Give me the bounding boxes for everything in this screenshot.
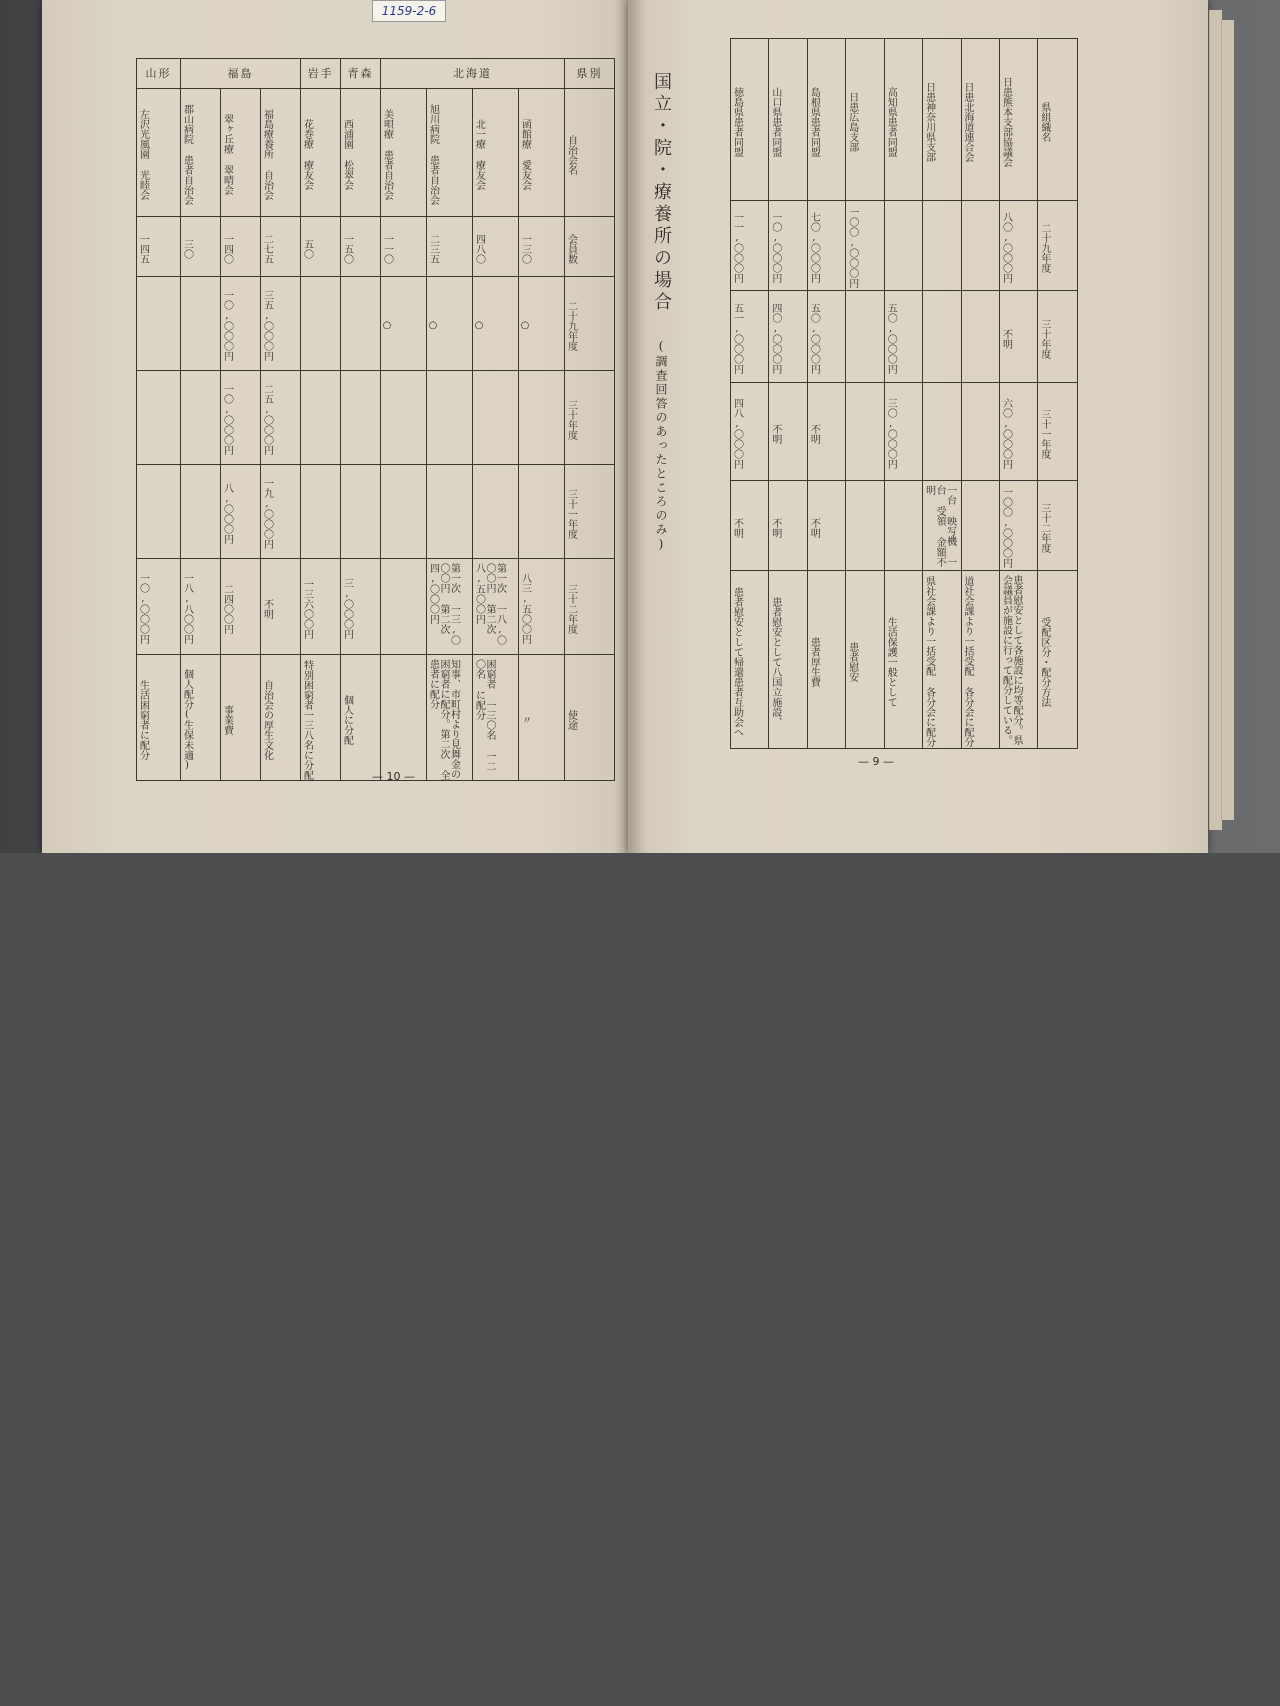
left-cell-members-text: 一五〇 xyxy=(341,233,353,264)
left-row-label-text: 会員数 xyxy=(565,233,577,264)
right-cell-y29 xyxy=(807,201,845,291)
right-row-label-text: 三十二年度 xyxy=(1038,502,1050,553)
left-cell-y32 xyxy=(381,559,427,655)
left-cell-y32-text: 一〇,〇〇〇円 xyxy=(137,573,149,644)
left-cell-members-text: 四八〇 xyxy=(473,233,485,264)
right-cell-y30 xyxy=(807,291,845,383)
left-cell-use xyxy=(261,655,301,781)
left-cell-y30 xyxy=(137,371,181,465)
right-table xyxy=(730,38,1078,749)
left-cell-members-text: 二三五 xyxy=(427,233,439,264)
left-cell-members xyxy=(519,217,565,277)
right-cell-y31 xyxy=(731,383,769,481)
right-cell-y32 xyxy=(731,481,769,571)
catalog-stamp: 1159-2-6 xyxy=(372,0,446,22)
left-cell-use-text: 事業費 xyxy=(221,704,233,735)
right-cell-y31 xyxy=(999,383,1037,481)
right-cell-use-text: 患者慰安として八国立施設、 xyxy=(769,596,781,727)
region-fukushima: 福島 xyxy=(181,59,301,89)
right-row-label xyxy=(1038,39,1078,201)
left-cell-y32 xyxy=(427,559,473,655)
left-cell-y32-text: 不明 xyxy=(261,598,273,619)
left-cell-y29 xyxy=(301,277,341,371)
right-cell-use xyxy=(846,571,884,749)
left-cell-members xyxy=(181,217,221,277)
left-row-name xyxy=(137,89,615,217)
right-cell-y32 xyxy=(923,481,961,571)
left-cell-use xyxy=(427,655,473,781)
left-cell-y32-text: 第一次 一八,〇〇〇円 第二次 八,五〇〇円 xyxy=(473,563,506,645)
right-cell-y30-text: 五〇,〇〇〇円 xyxy=(885,303,897,374)
right-cell-name xyxy=(884,39,922,201)
right-cell-y32 xyxy=(807,481,845,571)
right-cell-name xyxy=(807,39,845,201)
left-cell-y29-text: 一〇,〇〇〇円 xyxy=(221,290,233,361)
left-cell-y30-text: 一〇,〇〇〇円 xyxy=(221,384,233,455)
right-cell-name-text: 日患広島支部 xyxy=(846,91,858,152)
left-cell-y32 xyxy=(301,559,341,655)
left-cell-y29-text: ○ xyxy=(381,320,393,331)
right-cell-name-text: 徳島県患者同盟 xyxy=(731,86,743,157)
left-cell-members xyxy=(381,217,427,277)
left-row-y29 xyxy=(137,277,615,371)
right-cell-y31 xyxy=(923,383,961,481)
left-row-label xyxy=(565,277,615,371)
title-sub: (調査回答のあったところのみ) xyxy=(654,339,668,553)
left-cell-name xyxy=(301,89,341,217)
left-cell-y30 xyxy=(181,371,221,465)
left-row-y32 xyxy=(137,559,615,655)
right-cell-y30 xyxy=(846,291,884,383)
right-cell-y29 xyxy=(961,201,999,291)
left-row-label-text: 使途 xyxy=(565,709,577,730)
left-cell-y29 xyxy=(341,277,381,371)
left-cell-use-text: 知事、市町村より見舞金の困窮者に配分。第二次 全患者に配分 xyxy=(427,659,460,780)
right-cell-y30-text: 五〇,〇〇〇円 xyxy=(808,303,820,374)
left-row-y31 xyxy=(137,465,615,559)
left-cell-name xyxy=(341,89,381,217)
left-cell-y31 xyxy=(181,465,221,559)
right-cell-y29-text: 七〇,〇〇〇円 xyxy=(808,212,820,283)
right-cell-y32 xyxy=(961,481,999,571)
right-row-name xyxy=(731,39,1078,201)
right-cell-y32-text: 不明 xyxy=(769,517,781,538)
right-row-label-text: 三十一年度 xyxy=(1038,408,1050,459)
left-cell-use xyxy=(519,655,565,781)
right-cell-y32 xyxy=(846,481,884,571)
right-cell-use-text: 患者慰安として各施設に均等配分。県会議員が施設に行って配分している。 xyxy=(1000,575,1022,745)
right-cell-y29-text: 一〇,〇〇〇円 xyxy=(769,212,781,283)
left-cell-members-text: 一一〇 xyxy=(381,233,393,264)
right-cell-y30 xyxy=(999,291,1037,383)
left-cell-name-text: 福島療養所 自治会 xyxy=(261,109,273,200)
left-cell-use-text: 個人に分配 xyxy=(341,694,353,745)
right-cell-use-text: 患者慰安として帰還患者互助会へ xyxy=(731,586,743,737)
left-cell-members xyxy=(261,217,301,277)
left-row-y30 xyxy=(137,371,615,465)
page-number-left: — 10 — xyxy=(372,770,415,783)
left-cell-y32 xyxy=(137,559,181,655)
left-cell-y32 xyxy=(519,559,565,655)
right-cell-y29 xyxy=(846,201,884,291)
right-cell-y32 xyxy=(999,481,1037,571)
left-cell-members xyxy=(473,217,519,277)
right-cell-name-text: 日患北海道連合会 xyxy=(962,81,974,162)
left-cell-y29 xyxy=(181,277,221,371)
left-cell-use-text: 個人配分(生保未適) xyxy=(181,668,193,771)
right-cell-y29-text: 一一,〇〇〇円 xyxy=(731,212,743,283)
region-yamagata: 山形 xyxy=(137,59,181,89)
left-cell-y30 xyxy=(381,371,427,465)
left-row-members xyxy=(137,217,615,277)
left-cell-name-text: 西浦園 松翠会 xyxy=(341,119,353,190)
left-cell-y31 xyxy=(137,465,181,559)
left-cell-y30 xyxy=(473,371,519,465)
left-cell-y32 xyxy=(473,559,519,655)
left-cell-y31-text: 一九,〇〇〇円 xyxy=(261,478,273,549)
region-aomori: 青森 xyxy=(341,59,381,89)
left-cell-y29-text: ○ xyxy=(473,320,485,331)
right-cell-y30 xyxy=(731,291,769,383)
right-cell-name xyxy=(846,39,884,201)
left-cell-y30 xyxy=(427,371,473,465)
left-cell-use-text: 生活困窮者に配分 xyxy=(137,679,149,760)
right-cell-y32-text: 一〇〇,〇〇〇円 xyxy=(1000,487,1012,568)
left-cell-y32 xyxy=(261,559,301,655)
region-label: 県別 xyxy=(565,59,615,89)
right-cell-y30 xyxy=(884,291,922,383)
right-cell-y29 xyxy=(923,201,961,291)
right-cell-y32-text: 不明 xyxy=(731,517,743,538)
left-cell-y29-text: 三五,〇〇〇円 xyxy=(261,290,273,361)
right-cell-y31 xyxy=(769,383,807,481)
right-cell-y31 xyxy=(807,383,845,481)
left-cell-members-text: 二七五 xyxy=(261,233,273,264)
right-cell-y29-text: 一〇〇,〇〇〇円 xyxy=(846,207,858,288)
left-cell-y32 xyxy=(181,559,221,655)
right-cell-name xyxy=(923,39,961,201)
left-cell-y30 xyxy=(519,371,565,465)
left-cell-y31 xyxy=(381,465,427,559)
right-cell-y31-text: 六〇,〇〇〇円 xyxy=(1000,398,1012,469)
left-cell-y31 xyxy=(221,465,261,559)
left-row-label-text: 三十一年度 xyxy=(565,488,577,539)
left-row-label-text: 三十年度 xyxy=(565,399,577,440)
left-cell-name xyxy=(181,89,221,217)
right-cell-use-text: 患者慰安 xyxy=(846,641,858,682)
left-cell-y32-text: 第一次 一三,〇〇〇円 第二次 四,〇〇〇円 xyxy=(427,563,460,645)
left-cell-y32-text: 八三,五〇〇円 xyxy=(519,573,531,644)
left-cell-name-text: 左沢光風園 光睦会 xyxy=(137,109,149,200)
left-cell-y30 xyxy=(341,371,381,465)
left-table xyxy=(136,58,615,781)
right-cell-y29 xyxy=(731,201,769,291)
right-cell-use-text: 患者厚生費 xyxy=(808,636,820,687)
region-iwate: 岩手 xyxy=(301,59,341,89)
right-cell-use xyxy=(769,571,807,749)
right-cell-use-text: 生活保護一般として xyxy=(885,616,897,707)
right-cell-use xyxy=(807,571,845,749)
right-row-label xyxy=(1038,383,1078,481)
right-cell-y31 xyxy=(846,383,884,481)
left-cell-name-text: 郡山病院 患者自治会 xyxy=(181,104,193,205)
left-cell-y32 xyxy=(221,559,261,655)
left-cell-members xyxy=(301,217,341,277)
left-cell-use xyxy=(341,655,381,781)
left-cell-name xyxy=(427,89,473,217)
right-row-label xyxy=(1038,481,1078,571)
right-cell-name xyxy=(769,39,807,201)
left-cell-y32-text: 二四〇〇円 xyxy=(221,583,233,634)
right-cell-y30-text: 五一,〇〇〇円 xyxy=(731,303,743,374)
left-cell-y29 xyxy=(261,277,301,371)
right-cell-name-text: 日患神奈川県支部 xyxy=(923,81,935,162)
left-cell-name-text: 翠ヶ丘療 翠晴会 xyxy=(221,114,233,195)
right-row-label xyxy=(1038,291,1078,383)
right-cell-use-text: 県社会課より一括受配 各分会に配分 xyxy=(923,576,935,747)
left-cell-name-text: 北一療 療友会 xyxy=(473,119,485,190)
left-cell-members-text: 一四五 xyxy=(137,233,149,264)
left-cell-use-text: 困窮者 一三〇名 一二〇名 に配分 xyxy=(473,659,495,771)
left-cell-use xyxy=(181,655,221,781)
left-cell-name-text: 函館療 愛友会 xyxy=(519,119,531,190)
region-header-row xyxy=(137,59,615,89)
left-row-label-text: 二十九年度 xyxy=(565,300,577,351)
left-cell-name-text: 旭川病院 患者自治会 xyxy=(427,104,439,205)
right-cell-name-text: 島根県患者同盟 xyxy=(808,86,820,157)
left-cell-y29 xyxy=(473,277,519,371)
left-cell-name xyxy=(137,89,181,217)
left-cell-y29-text: ○ xyxy=(519,320,531,331)
right-cell-name-text: 高知県患者同盟 xyxy=(885,86,897,157)
right-row-label-text: 県組織名 xyxy=(1038,101,1050,142)
left-cell-members xyxy=(221,217,261,277)
left-cell-members xyxy=(427,217,473,277)
right-cell-y31 xyxy=(961,383,999,481)
left-cell-use xyxy=(473,655,519,781)
left-cell-y29 xyxy=(381,277,427,371)
left-row-use xyxy=(137,655,615,781)
left-cell-members xyxy=(137,217,181,277)
right-cell-name-text: 山口県患者同盟 xyxy=(769,86,781,157)
left-cell-y32-text: 三,〇〇〇円 xyxy=(341,578,353,639)
left-row-label-text: 三十二年度 xyxy=(565,583,577,634)
left-cell-y31-text: 八,〇〇〇円 xyxy=(221,483,233,544)
right-row-y31 xyxy=(731,383,1078,481)
right-row-y30 xyxy=(731,291,1078,383)
left-cell-use xyxy=(301,655,341,781)
left-cell-y31 xyxy=(473,465,519,559)
right-cell-use xyxy=(961,571,999,749)
right-cell-y32-text: 不明 xyxy=(808,517,820,538)
right-cell-y31-text: 不明 xyxy=(769,423,781,444)
right-cell-use xyxy=(731,571,769,749)
right-cell-name-text: 日患熊本支部協議会 xyxy=(1000,76,1012,167)
right-cell-use xyxy=(923,571,961,749)
right-cell-y29 xyxy=(769,201,807,291)
left-cell-y31 xyxy=(427,465,473,559)
left-cell-y31 xyxy=(301,465,341,559)
left-cell-y30 xyxy=(221,371,261,465)
left-cell-y32-text: 一八,八〇〇円 xyxy=(181,573,193,644)
right-cell-y29-text: 八〇,〇〇〇円 xyxy=(1000,212,1012,283)
section-title xyxy=(648,72,674,632)
right-cell-y30-text: 四〇,〇〇〇円 xyxy=(769,303,781,374)
right-cell-y29 xyxy=(999,201,1037,291)
page-number-right: — 9 — xyxy=(858,755,894,768)
right-row-label-text: 三十年度 xyxy=(1038,318,1050,359)
right-cell-name xyxy=(961,39,999,201)
left-cell-y31 xyxy=(261,465,301,559)
left-cell-members-text: 一四〇 xyxy=(221,233,233,264)
left-row-label xyxy=(565,465,615,559)
right-cell-y29 xyxy=(884,201,922,291)
right-cell-use xyxy=(884,571,922,749)
left-cell-use xyxy=(381,655,427,781)
right-row-y32 xyxy=(731,481,1078,571)
left-cell-name xyxy=(473,89,519,217)
left-cell-use xyxy=(221,655,261,781)
left-cell-y32-text: 一三六〇〇円 xyxy=(301,578,313,639)
right-cell-y31-text: 四八,〇〇〇円 xyxy=(731,398,743,469)
right-cell-y32 xyxy=(884,481,922,571)
right-cell-y31 xyxy=(884,383,922,481)
region-hokkaido: 北海道 xyxy=(381,59,565,89)
left-row-label xyxy=(565,371,615,465)
right-cell-y31-text: 三〇,〇〇〇円 xyxy=(885,398,897,469)
right-row-label-text: 二十九年度 xyxy=(1038,222,1050,273)
left-cell-y29 xyxy=(221,277,261,371)
right-cell-use xyxy=(999,571,1037,749)
right-cell-y30 xyxy=(769,291,807,383)
book-gutter xyxy=(614,0,646,853)
right-cell-name xyxy=(999,39,1037,201)
right-row-label xyxy=(1038,571,1078,749)
page-edge xyxy=(1221,20,1234,820)
left-cell-members-text: 三〇 xyxy=(181,238,193,259)
right-cell-use-text: 道社会課より一括受配 各分会に配分 xyxy=(962,576,974,747)
right-cell-y31-text: 不明 xyxy=(808,423,820,444)
right-row-use xyxy=(731,571,1078,749)
left-cell-name xyxy=(221,89,261,217)
left-row-label-text: 自治会名 xyxy=(565,134,577,175)
right-row-label-text: 受配区分・配分方法 xyxy=(1038,616,1050,707)
left-cell-y29-text: ○ xyxy=(427,320,439,331)
left-cell-y29 xyxy=(427,277,473,371)
right-cell-y30 xyxy=(961,291,999,383)
left-cell-use-text: 特別困窮者一三八名に分配 xyxy=(301,659,313,780)
left-cell-y29 xyxy=(137,277,181,371)
title-main: 国立・院・療養所の場合 xyxy=(651,72,672,314)
right-cell-name xyxy=(731,39,769,201)
right-row-label xyxy=(1038,201,1078,291)
left-cell-y29 xyxy=(519,277,565,371)
left-cell-name xyxy=(381,89,427,217)
left-cell-use xyxy=(137,655,181,781)
left-cell-y30 xyxy=(261,371,301,465)
left-row-label xyxy=(565,655,615,781)
left-cell-y31 xyxy=(341,465,381,559)
right-cell-y32-text: 一台 映写機 一台 受領 金額不明 xyxy=(923,485,956,567)
left-row-label xyxy=(565,89,615,217)
left-cell-use-text: 〃 xyxy=(519,714,531,725)
left-cell-members xyxy=(341,217,381,277)
left-cell-name-text: 花巻療 療友会 xyxy=(301,119,313,190)
left-row-label xyxy=(565,217,615,277)
left-cell-members-text: 五〇 xyxy=(301,238,313,259)
left-cell-y30 xyxy=(301,371,341,465)
left-cell-name xyxy=(261,89,301,217)
right-cell-y30-text: 不明 xyxy=(1000,328,1012,349)
right-cell-y32 xyxy=(769,481,807,571)
left-cell-y31 xyxy=(519,465,565,559)
right-cell-y30 xyxy=(923,291,961,383)
left-cell-members-text: 一三〇 xyxy=(519,233,531,264)
left-cell-use-text: 自治会の厚生文化 xyxy=(261,679,273,760)
right-row-y29 xyxy=(731,201,1078,291)
left-cell-y30-text: 二五,〇〇〇円 xyxy=(261,384,273,455)
left-cell-name xyxy=(519,89,565,217)
left-cell-y32 xyxy=(341,559,381,655)
left-row-label xyxy=(565,559,615,655)
left-cell-name-text: 美唄療 患者自治会 xyxy=(381,109,393,200)
